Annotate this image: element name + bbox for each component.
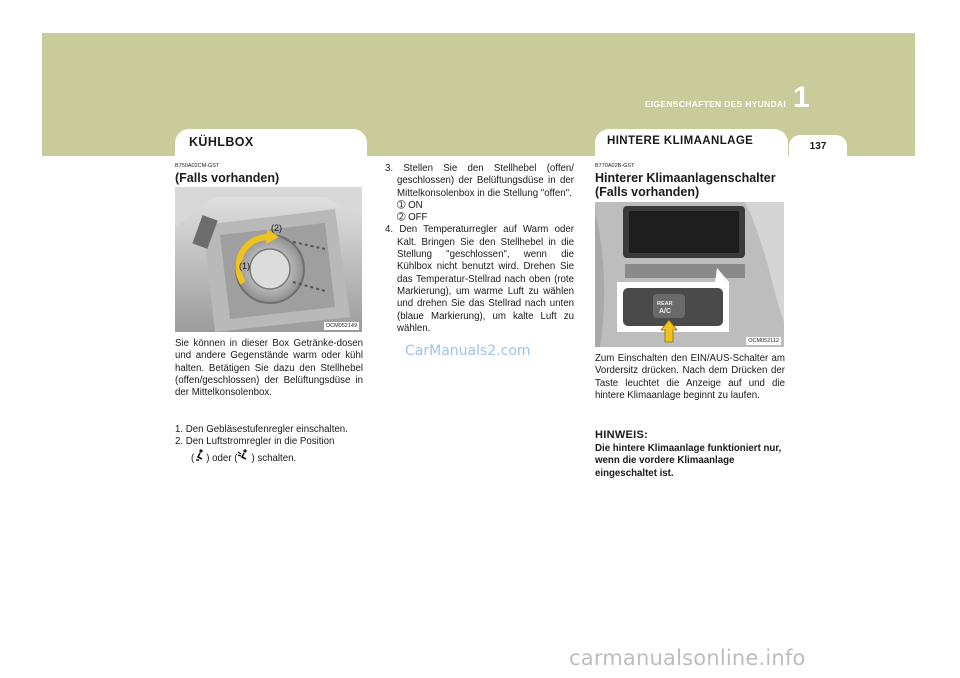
step-4: 4. Den Temperaturregler auf Warm oder Kalt. Bringen Sie den Stellhebel in die Stellung "geschlossen", wenn die Kühlbox nicht benutzt wird. Drehen Sie das Temperatur-Stellrad nach oben (rote Markierung), um warme Luft zu wählen und drehen Sie das Stellrad nach unten (blaue Markierung), um kalte Luft zu wählen.: [385, 224, 574, 334]
floor-defrost-vent-icon: [237, 449, 251, 461]
section-tab-hintere-klimaanlage: HINTERE KLIMAANLAGE: [595, 129, 788, 156]
step-2-open-paren: (: [191, 452, 195, 464]
cooling-box-steps-middle: [385, 163, 574, 335]
callout-1: (1): [239, 261, 250, 271]
section-tab-kuehlbox: KÜHLBOX: [175, 129, 367, 156]
cooling-box-illustration: [175, 187, 362, 332]
rear-ac-photo: [595, 202, 784, 347]
step-3-text: 3. Stellen Sie den Stellhebel (offen/ geschlossen) der Belüftungsdüse in der Mittelkonsolenbox in die Stellung "offen".: [385, 163, 574, 199]
section-code-right: B770A02B-GST: [595, 163, 635, 169]
step-2-middle: ) oder (: [206, 452, 238, 464]
step-2-end: ) schalten.: [251, 452, 297, 464]
page-number: 137: [789, 135, 847, 157]
rear-ac-body: Zum Einschalten den EIN/AUS-Schalter am Vordersitz drücken. Nach dem Drücken der Taste leuchtet die Anzeige auf und die hintere Klimaanlage beginnt zu laufen.: [595, 353, 785, 401]
watermark: CarManuals2.com: [405, 343, 531, 359]
subheading-left: (Falls vorhanden): [175, 171, 280, 185]
subheading-right: Hinterer Klimaanlagenschalter (Falls vorhanden): [595, 171, 776, 199]
option-on: [397, 200, 574, 212]
cooling-box-photo: [175, 187, 362, 332]
photo-code-right: OCM052112: [748, 338, 779, 344]
section-code-left: B750A02CM-GST: [175, 163, 220, 169]
option-off: [397, 212, 574, 224]
step-2: [175, 436, 363, 465]
option-on-label: ON: [408, 199, 423, 211]
cooling-box-intro: Sie können in dieser Box Getränke-dosen und andere Gegenstände warm oder kühl halten. Betätigen Sie dazu den Stellhebel (offen/geschlossen) der Belüftungsdüse in der Mittelkonsolenbox.: [175, 338, 363, 399]
circled-two-icon: ➁: [397, 212, 406, 224]
photo-code-left: OCM052149: [325, 323, 357, 329]
option-off-label: OFF: [408, 212, 428, 224]
chapter-label: EIGENSCHAFTEN DES HYUNDAI: [644, 99, 786, 109]
step-2-positions: [187, 449, 363, 465]
footer-watermark: carmanualsonline.info: [569, 646, 806, 670]
cooling-box-steps-left: [175, 424, 363, 465]
rear-ac-button-label-2: A/C: [659, 308, 672, 315]
step-1: 1. Den Gebläsestufenregler einschalten.: [175, 424, 348, 435]
step-2-text: 2. Den Luftstromregler in die Position: [175, 436, 335, 448]
floor-vent-icon: [194, 449, 206, 461]
rear-ac-button-label-1: REAR: [657, 301, 673, 307]
circled-one-icon: ➀: [397, 199, 406, 211]
step-3: [385, 163, 574, 224]
note-title: HINWEIS:: [595, 429, 649, 441]
rear-ac-illustration: [595, 202, 784, 347]
chapter-number: 1: [793, 81, 810, 114]
note-text: Die hintere Klimaanlage funktioniert nur, wenn die vordere Klimaanlage eingeschaltet ist.: [595, 443, 782, 479]
callout-2: (2): [271, 223, 282, 233]
